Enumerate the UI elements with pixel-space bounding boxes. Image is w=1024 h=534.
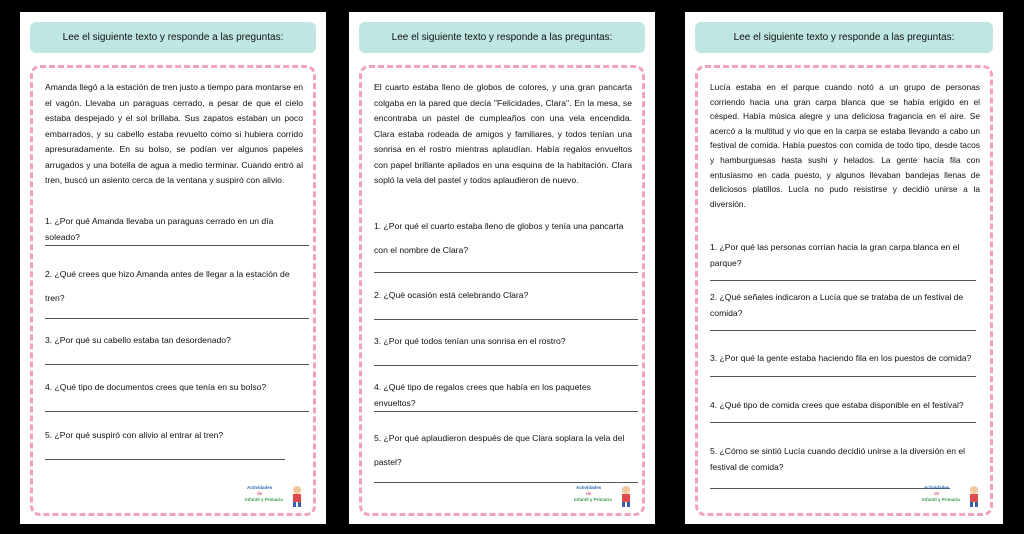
answer-line [374,319,638,320]
answer-line [710,488,950,489]
question-1: 1. ¿Por qué Amanda llevaba un paraguas cerrado en un día soleado? [45,216,274,242]
answer-line [710,422,976,423]
instructions-banner: Lee el siguiente texto y responde a las preguntas: [30,22,316,53]
answer-line [374,365,638,366]
instructions-banner: Lee el siguiente texto y responde a las preguntas: [695,22,993,53]
answer-line [45,318,309,319]
question-5: 5. ¿Cómo se sintió Lucía cuando decidió unirse a la diversión en el festival de comida? [710,446,966,472]
content-frame [359,65,645,516]
brand-logo: Actividades de Infantil y Primaria [922,485,982,507]
answer-line [45,364,309,365]
question-3: 3. ¿Por qué la gente estaba haciendo fila en los puestos de comida? [710,353,972,363]
question-2: 2. ¿Qué señales indicaron a Lucía que se trataba de un festival de comida? [710,292,964,318]
question-4: 4. ¿Qué tipo de regalos crees que había en los paquetes envueltos? [374,382,591,408]
answer-line [710,376,976,377]
question-1: 1. ¿Por qué el cuarto estaba lleno de globos y tenía una pancarta con el nombre de Clara? [374,221,624,255]
question-5: 5. ¿Por qué aplaudieron después de que Clara soplara la vela del pastel? [374,433,625,467]
question-2: 2. ¿Qué ocasión está celebrando Clara? [374,290,529,300]
question-2: 2. ¿Qué crees que hizo Amanda antes de llegar a la estación de tren? [45,269,290,303]
worksheet-3 [685,12,1003,524]
answer-line [45,411,309,412]
question-5: 5. ¿Por qué suspiró con alivio al entrar al tren? [45,430,224,440]
answer-line [374,411,638,412]
answer-line [45,459,285,460]
reading-passage: El cuarto estaba lleno de globos de colores, y una gran pancarta colgaba en la pared que decía "Felicidades, Clara". En la mesa, se encontraba un pastel de cumpleaños con una vela encendida. Clara estaba rodeada de amigos y familiares, y todos tenían una sonrisa en el rostro mientras aplaudían. Había regalos envueltos con papel brillante apilados en una esquina de la habitación. Clara sopló la vela del pastel y todos aplaudieron de nuevo. [374,82,632,185]
content-frame [695,65,993,516]
question-3: 3. ¿Por qué todos tenían una sonrisa en el rostro? [374,336,566,346]
question-3: 3. ¿Por qué su cabello estaba tan desordenado? [45,335,231,345]
content-frame [30,65,316,516]
reading-passage: Lucía estaba en el parque cuando notó a un grupo de personas corriendo hacia una gran carpa blanca que se había erigido en el césped. Había música alegre y una deliciosa fragancia en el aire. Se acercó a la multitud y vio que en la carpa se estaba llevando a cabo un festival de comida. Había puestos con comida de todo tipo, desde tacos y hamburguesas hasta sushi y helados. La gente hacía fila con entusiasmo en cada puesto, y algunos llevaban bandejas llenas de deliciosos platillos. Lucía no pudo resistirse y decidió unirse a la diversión. [710,82,980,209]
question-4: 4. ¿Qué tipo de comida crees que estaba disponible en el festival? [710,400,964,410]
question-1: 1. ¿Por qué las personas corrían hacia la gran carpa blanca en el parque? [710,242,960,268]
answer-line [710,330,976,331]
answer-line [374,272,638,273]
child-mascot-icon [966,485,982,507]
brand-logo: Actividades de Infantil y Primaria [574,485,634,507]
answer-line [710,280,976,281]
child-mascot-icon [289,485,305,507]
brand-logo: Actividades de Infantil y Primaria [245,485,305,507]
answer-line [374,482,638,483]
worksheet-1 [20,12,326,524]
question-4: 4. ¿Qué tipo de documentos crees que tenía en su bolso? [45,382,267,392]
worksheet-2 [349,12,655,524]
child-mascot-icon [618,485,634,507]
reading-passage: Amanda llegó a la estación de tren justo a tiempo para montarse en el vagón. Llevaba un paraguas cerrado, a pesar de que el cielo estaba despejado y el sol brillaba. Sus zapatos estaban un poco embarrados, y su cabello estaba revuelto como si hubiera corrido apresuradamente. En su bolso, se podían ver algunos papeles arrugados y una botella de agua a medio terminar. Cuando entró al tren, buscó un asiento cerca de la ventana y suspiró con alivio. [45,82,303,185]
instructions-banner: Lee el siguiente texto y responde a las preguntas: [359,22,645,53]
answer-line [45,245,309,246]
